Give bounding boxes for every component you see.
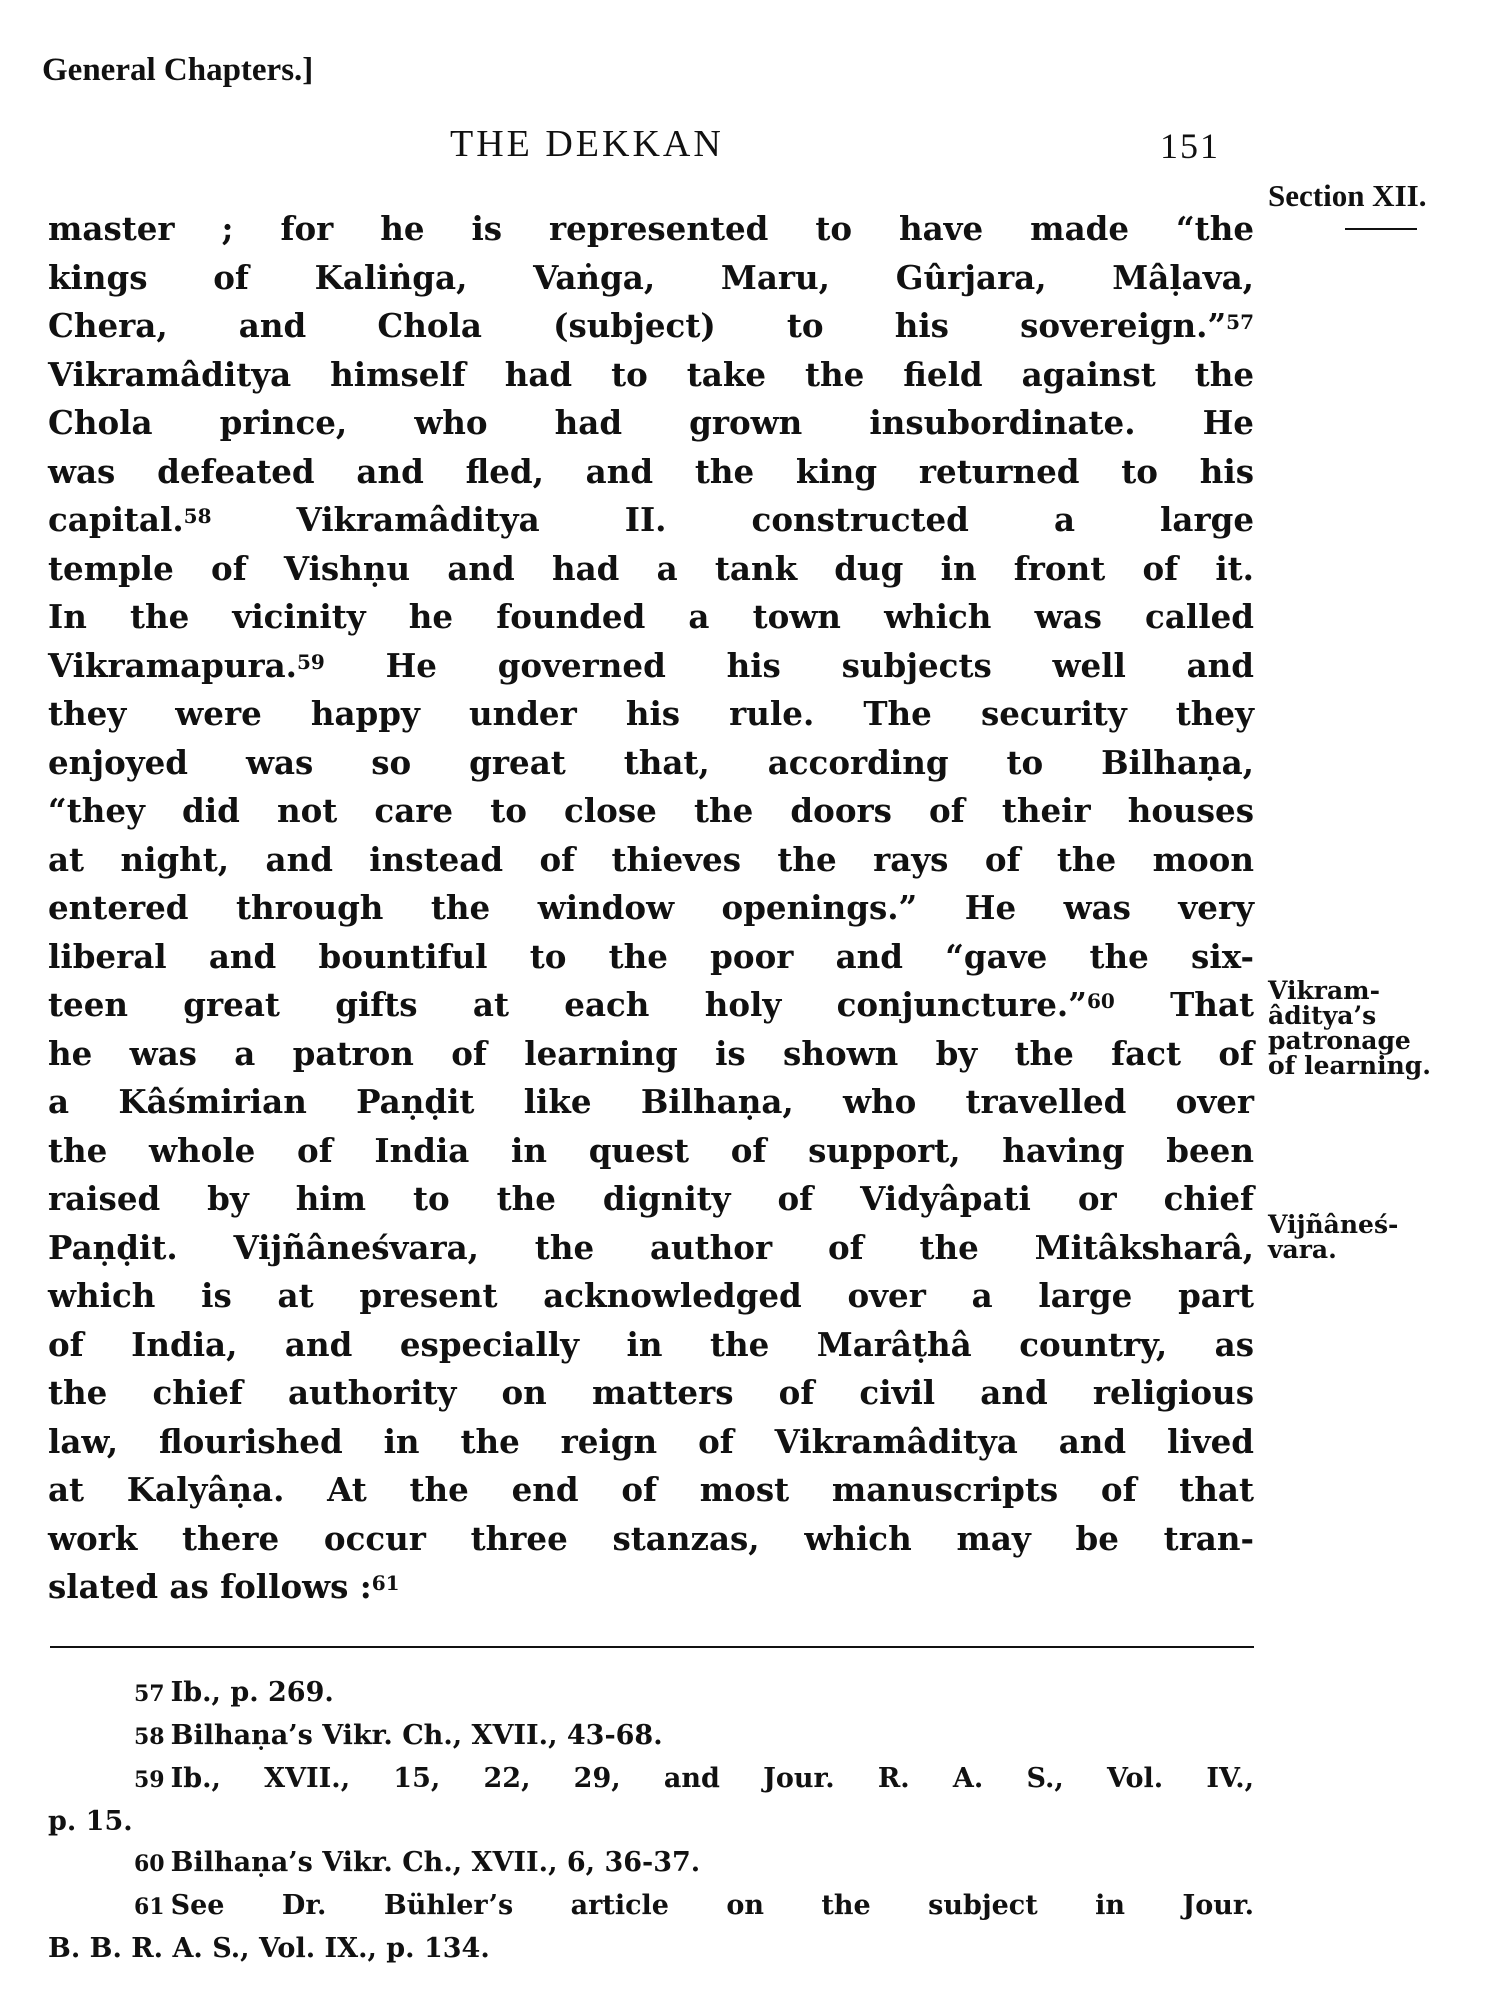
body-line: they were happy under his rule. The security they bbox=[48, 694, 1254, 733]
footnote-ref: 60 bbox=[1086, 989, 1115, 1013]
footnote: 57 Ib., p. 269. bbox=[134, 1677, 334, 1708]
body-line: at night, and instead of thieves the rays of the moon bbox=[48, 839, 1254, 879]
body-line: a Kâśmirian Paṇḍit like Bilhaṇa, who travelled over bbox=[48, 1082, 1254, 1121]
body-line: In the vicinity he founded a town which was called bbox=[48, 597, 1254, 636]
body-line: the chief authority on matters of civil and religious bbox=[48, 1373, 1254, 1412]
footnote-ref: 57 bbox=[1226, 310, 1254, 334]
page-title: THE DEKKAN bbox=[450, 123, 724, 165]
running-head: General Chapters.] bbox=[42, 52, 314, 88]
body-line: which is at present acknowledged over a large part bbox=[48, 1276, 1254, 1315]
footnotes bbox=[48, 1672, 1254, 1969]
footnote: 61 See Dr. Bühler’s article on the subject in Jour. bbox=[134, 1890, 1254, 1921]
body-line: at Kalyâṇa. At the end of most manuscripts of that bbox=[48, 1470, 1254, 1509]
footnote-rule bbox=[50, 1646, 1254, 1648]
body-text bbox=[48, 205, 1254, 1612]
page-number: 151 bbox=[1160, 126, 1220, 166]
body-line: he was a patron of learning is shown by the fact of bbox=[48, 1033, 1254, 1073]
body-line: raised by him to the dignity of Vidyâpati or chief bbox=[48, 1179, 1254, 1218]
body-line: entered through the window openings.” He was very bbox=[48, 888, 1254, 927]
body-line: Vikramâditya himself had to take the field against the bbox=[48, 354, 1254, 394]
body-line: work there occur three stanzas, which may be tran- bbox=[48, 1518, 1254, 1558]
body-line: liberal and bountiful to the poor and “gave the six- bbox=[48, 936, 1254, 976]
body-line: master ; for he is represented to have made “the bbox=[48, 209, 1254, 248]
body-line: the whole of India in quest of support, having been bbox=[48, 1130, 1254, 1170]
body-line: Chera, and Chola (subject) to his sovereign.”$^{57}$ bbox=[48, 306, 1254, 345]
footnote: 59 Ib., XVII., 15, 22, 29, and Jour. R. A. S., Vol. IV., bbox=[134, 1763, 1254, 1794]
body-line: Vikramapura.$^{59}$ He governed his subjects well and bbox=[48, 645, 1254, 685]
body-line: “they did not care to close the doors of their houses bbox=[48, 791, 1254, 830]
footnote-ref: 59 bbox=[297, 649, 325, 674]
margin-note-patronage: Vikram- âditya’s patronage of learning. bbox=[1268, 976, 1431, 1080]
body-line: temple of Vishṇu and had a tank dug in front of it. bbox=[48, 548, 1254, 588]
footnote-ref: 58 bbox=[183, 504, 212, 528]
footnote: 60 Bilhaṇa’s Vikr. Ch., XVII., 6, 36-37. bbox=[134, 1847, 701, 1878]
section-label: Section XII. bbox=[1268, 178, 1427, 213]
footnote: 58 Bilhaṇa’s Vikr. Ch., XVII., 43-68. bbox=[134, 1720, 663, 1751]
body-line: kings of Kaliṅga, Vaṅga, Maru, Gûrjara, Mâḷava, bbox=[48, 257, 1254, 297]
body-line: was defeated and fled, and the king returned to his bbox=[48, 451, 1254, 491]
footnote-ref: 61 bbox=[371, 1571, 400, 1595]
body-line: teen great gifts at each holy conjuncture.”$^{60}$ That bbox=[48, 985, 1254, 1024]
body-line: Paṇḍit. Vijñâneśvara, the author of the Mitâksharâ, bbox=[48, 1227, 1254, 1267]
body-line: slated as follows :$^{61}$ bbox=[48, 1567, 400, 1606]
body-line: enjoyed was so great that, according to Bilhaṇa, bbox=[48, 742, 1254, 782]
body-line: Chola prince, who had grown insubordinate. He bbox=[48, 403, 1254, 442]
body-line: law, flourished in the reign of Vikramâditya and lived bbox=[48, 1421, 1254, 1461]
section-dash bbox=[1345, 228, 1417, 230]
body-line: of India, and especially in the Marâṭhâ country, as bbox=[48, 1324, 1254, 1364]
body-line: capital.$^{58}$ Vikramâditya II. constructed a large bbox=[48, 500, 1254, 539]
footnote-continuation: p. 15. bbox=[48, 1806, 133, 1837]
margin-note-vijnanesvara: Vijñâneś- vara. bbox=[1268, 1210, 1399, 1264]
footnote-continuation: B. B. R. A. S., Vol. IX., p. 134. bbox=[48, 1933, 490, 1964]
